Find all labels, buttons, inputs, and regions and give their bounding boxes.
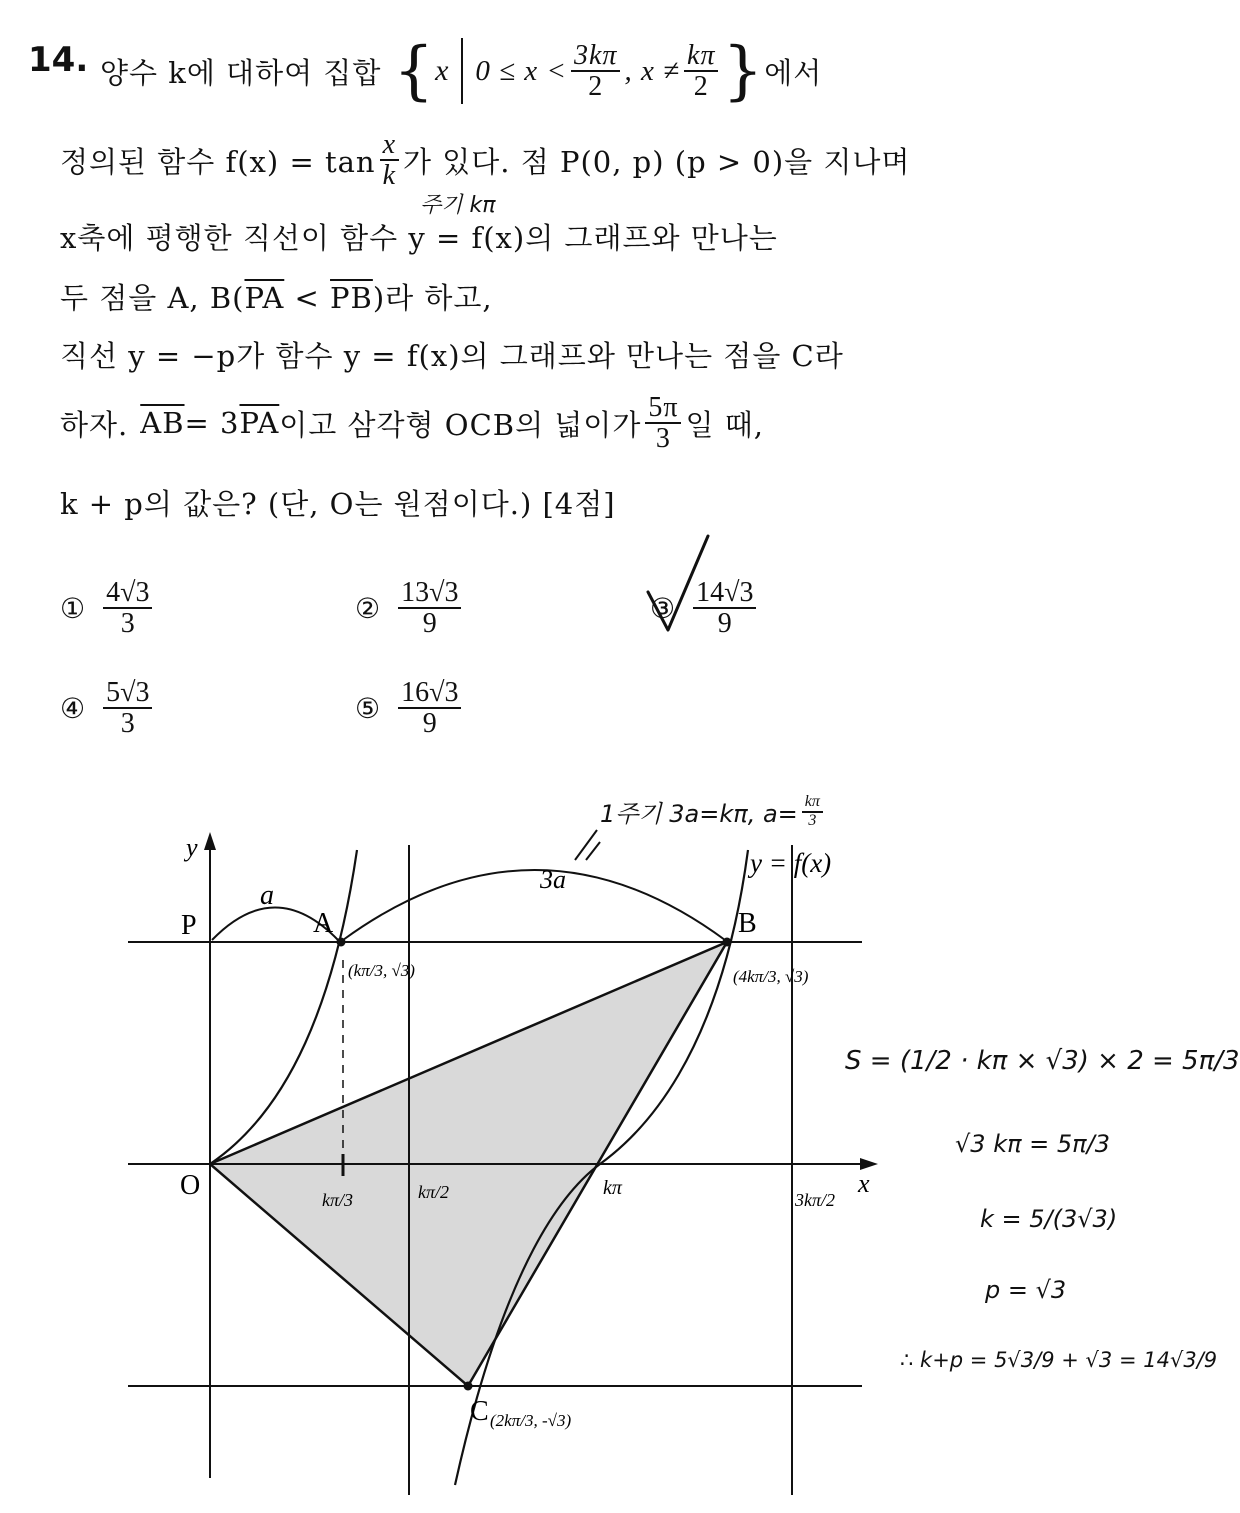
question-number: 14.	[28, 40, 89, 80]
line6-b: 이고 삼각형 OCB의 넓이가	[279, 407, 642, 442]
choice-5-mark: ⑤	[355, 691, 381, 725]
set-open-brace: {	[393, 34, 436, 108]
choice-2-mark: ②	[355, 591, 381, 625]
line4-b: )라 하고,	[372, 281, 493, 315]
arrow-3a-icon	[575, 830, 600, 860]
choice-5[interactable]	[355, 678, 465, 739]
hand-tick-3kpi-2: 3kπ/2	[795, 1190, 836, 1210]
graph-figure	[0, 760, 900, 1513]
choice-2-frac	[398, 578, 461, 639]
label-p: P	[181, 910, 197, 941]
set-frac-1	[571, 41, 620, 102]
set-frac-2	[684, 41, 718, 102]
choice-4-frac	[103, 678, 152, 739]
hand-point-c: (2kπ/3, -√3)	[490, 1411, 572, 1430]
checkmark-icon	[640, 530, 720, 640]
hand-tick-kpi-3: kπ/3	[322, 1190, 354, 1210]
solution-line-2: √3 kπ = 5π/3	[955, 1130, 1110, 1158]
choice-2-den: 9	[422, 608, 437, 640]
choice-3-mark: ③	[650, 591, 676, 625]
hand-tick-kpi: kπ	[603, 1177, 622, 1199]
set-condition-1: 0 ≤ x <	[475, 54, 567, 87]
set-bar	[461, 38, 463, 104]
period-eq-frac-den: 3	[808, 811, 817, 829]
choice-2[interactable]	[355, 578, 465, 639]
label-c: C	[470, 1396, 489, 1427]
solution-line-3: k = 5/(3√3)	[980, 1205, 1118, 1233]
label-x-axis: x	[858, 1169, 870, 1198]
question-line-7: k + p의 값은? (단, O는 원점이다.) [4점]	[60, 487, 616, 521]
choice-5-num: 16√3	[398, 678, 461, 709]
arc-ab	[343, 870, 725, 940]
set-condition-2: , x ≠	[624, 54, 681, 87]
handwritten-period-eq	[600, 794, 827, 830]
line4-lt: <	[284, 281, 331, 315]
choice-1-num: 4√3	[103, 578, 152, 609]
label-curve: y = f(x)	[750, 848, 832, 878]
segment-pb: $\overline{PB}$	[330, 281, 373, 315]
question-line-4	[60, 276, 493, 317]
hand-point-b: (4kπ/3, √3)	[733, 967, 809, 986]
question-line-2	[60, 130, 910, 191]
choice-1-mark: ①	[60, 591, 86, 625]
choice-4-mark: ④	[60, 691, 86, 725]
area-frac	[645, 393, 681, 454]
point-a	[337, 938, 346, 947]
choice-3-num: 14√3	[693, 578, 756, 609]
choice-5-frac	[398, 678, 461, 739]
line2-prefix: 정의된 함수 f(x) = tan	[60, 144, 376, 179]
set-frac-1-num: 3kπ	[571, 41, 620, 72]
choice-3-den: 9	[717, 608, 732, 640]
point-c	[464, 1382, 473, 1391]
period-eq-text: 1주기 3a=kπ, a=	[600, 800, 798, 829]
question-line-6	[60, 393, 764, 454]
period-eq-frac	[802, 794, 823, 830]
segment-pa-2: $\overline{PA}$	[239, 406, 280, 441]
y-axis-arrow-icon	[204, 832, 216, 850]
choice-1-den: 3	[120, 608, 135, 640]
solution-line-4: p = √3	[985, 1276, 1067, 1304]
set-frac-2-den: 2	[693, 71, 709, 102]
solution-line-1: S = (1/2 · kπ × √3) × 2 = 5π/3	[845, 1046, 1240, 1076]
hand-arc-3a: 3a	[540, 865, 566, 894]
segment-pa: $\overline{PA}$	[244, 281, 285, 315]
label-a: A	[313, 908, 334, 939]
question-line-3: x축에 평행한 직선이 함수 y = f(x)의 그래프와 만나는	[60, 221, 778, 255]
line4-a: 두 점을 A, B(	[60, 281, 245, 315]
period-eq-frac-num: kπ	[802, 794, 823, 813]
choice-1-frac	[103, 578, 152, 639]
point-b	[723, 938, 732, 947]
tan-frac	[380, 130, 399, 191]
choice-4[interactable]	[60, 678, 156, 739]
set-close-brace: }	[722, 34, 765, 108]
area-frac-num: 5π	[645, 393, 681, 424]
tan-frac-den: k	[382, 160, 397, 192]
area-frac-den: 3	[655, 423, 671, 455]
line2-suffix: 가 있다. 점 P(0, p) (p > 0)을 지나며	[403, 144, 911, 179]
hand-point-a: (kπ/3, √3)	[348, 961, 415, 980]
solution-line-5: ∴ k+p = 5√3/9 + √3 = 14√3/9	[900, 1348, 1218, 1372]
label-origin: O	[180, 1170, 201, 1201]
line1-prefix: 양수 k에 대하여 집합	[100, 55, 382, 90]
line1-suffix: 에서	[764, 55, 823, 90]
segment-ab: $\overline{AB}$	[140, 406, 185, 441]
question-line-5: 직선 y = −p가 함수 y = f(x)의 그래프와 만나는 점을 C라	[60, 339, 844, 373]
choice-2-num: 13√3	[398, 578, 461, 609]
choice-4-num: 5√3	[103, 678, 152, 709]
set-frac-1-den: 2	[588, 71, 604, 102]
label-y-axis: y	[186, 833, 198, 862]
hand-arc-a: a	[260, 880, 274, 911]
label-b: B	[738, 908, 757, 939]
hand-tick-kpi-2: kπ/2	[418, 1182, 450, 1202]
tan-frac-num: x	[380, 130, 399, 161]
set-frac-2-num: kπ	[684, 41, 718, 72]
line6-eq: = 3	[184, 406, 240, 441]
line6-a: 하자.	[60, 407, 129, 442]
question-line-1	[100, 34, 823, 108]
line6-c: 일 때,	[685, 407, 764, 442]
handwritten-period-note: 주기 kπ	[420, 193, 496, 218]
choice-1[interactable]	[60, 578, 156, 639]
choice-5-den: 9	[422, 708, 437, 740]
choice-4-den: 3	[120, 708, 135, 740]
set-variable: x	[435, 54, 450, 87]
